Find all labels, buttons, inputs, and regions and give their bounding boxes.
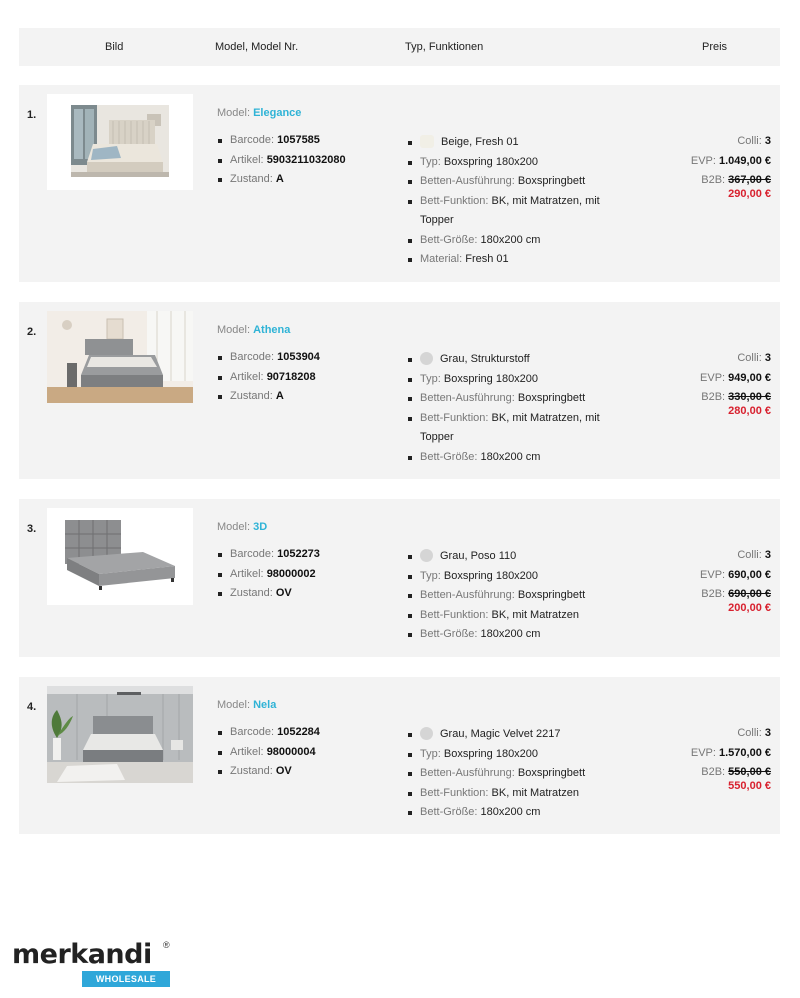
- zustand-item: Zustand: A: [217, 170, 397, 190]
- color-swatch-icon: [420, 135, 434, 148]
- bed-image-elegance: [47, 94, 193, 190]
- b2b-old-price: B2B: 550,00 €: [701, 766, 771, 778]
- product-row: [19, 677, 780, 834]
- evp-price: EVP: 1.570,00 €: [690, 747, 771, 759]
- color-swatch-icon: [420, 352, 433, 365]
- typ-column: [407, 350, 617, 467]
- artikel-item: Artikel: 90718208: [217, 368, 397, 388]
- evp-price: EVP: 1.049,00 €: [690, 155, 771, 167]
- model-column: [217, 107, 397, 190]
- product-index: 3.: [27, 523, 37, 535]
- colli: Colli: 3: [737, 352, 771, 364]
- logo-wholesale-badge: WHOLESALE: [82, 971, 170, 987]
- logo-wordmark: merkandi: [12, 939, 152, 970]
- price-column: [631, 545, 771, 615]
- b2b-sale-price: 550,00 €: [728, 780, 771, 792]
- price-column: [631, 131, 771, 201]
- product-row: [19, 85, 780, 282]
- product-index: 1.: [27, 109, 37, 121]
- typ-column: [407, 725, 617, 823]
- product-row: [19, 302, 780, 479]
- barcode-item: Barcode: 1053904: [217, 348, 397, 368]
- product-image[interactable]: [47, 686, 193, 783]
- model-column: [217, 699, 397, 782]
- color-item: Grau, Poso 110: [407, 547, 617, 567]
- header-typ: Typ, Funktionen: [405, 41, 484, 53]
- color-swatch-icon: [420, 549, 433, 562]
- product-image[interactable]: [47, 311, 193, 403]
- bed-image-athena: [47, 311, 193, 403]
- ausfuehrung-item: Betten-Ausführung: Boxspringbett: [407, 586, 617, 606]
- model-name[interactable]: 3D: [253, 521, 268, 533]
- color-item: Grau, Strukturstoff: [407, 350, 617, 370]
- header-bild: Bild: [105, 41, 124, 53]
- groesse-item: Bett-Größe: 180x200 cm: [407, 625, 617, 645]
- bed-image-3d: [47, 508, 193, 605]
- zustand-item: Zustand: OV: [217, 762, 397, 782]
- barcode-item: Barcode: 1057585: [217, 131, 397, 151]
- bed-image-nela: [47, 686, 193, 783]
- product-index: 2.: [27, 326, 37, 338]
- groesse-item: Bett-Größe: 180x200 cm: [407, 803, 617, 823]
- model-name-line: Model: Nela: [217, 699, 277, 711]
- typ-item: Typ: Boxspring 180x200: [407, 567, 617, 587]
- b2b-sale-price: 290,00 €: [728, 188, 771, 200]
- ausfuehrung-item: Betten-Ausführung: Boxspringbett: [407, 389, 617, 409]
- logo-registered-icon: ®: [163, 940, 170, 950]
- typ-item: Typ: Boxspring 180x200: [407, 370, 617, 390]
- model-column: [217, 521, 397, 604]
- b2b-old-price: B2B: 690,00 €: [701, 588, 771, 600]
- table-header: [19, 28, 780, 66]
- model-column: [217, 324, 397, 407]
- evp-price: EVP: 690,00 €: [700, 569, 771, 581]
- colli: Colli: 3: [737, 135, 771, 147]
- b2b-sale-price: 200,00 €: [728, 602, 771, 614]
- artikel-item: Artikel: 5903211032080: [217, 151, 397, 171]
- groesse-item: Bett-Größe: 180x200 cm: [407, 231, 617, 251]
- ausfuehrung-item: Betten-Ausführung: Boxspringbett: [407, 764, 617, 784]
- typ-item: Typ: Boxspring 180x200: [407, 745, 617, 765]
- funktion-item: Bett-Funktion: BK, mit Matratzen, mit Topper: [407, 409, 617, 448]
- model-name-line: Model: 3D: [217, 521, 268, 533]
- funktion-item: Bett-Funktion: BK, mit Matratzen: [407, 784, 617, 804]
- header-model: Model, Model Nr.: [215, 41, 299, 53]
- barcode-item: Barcode: 1052273: [217, 545, 397, 565]
- color-item: Beige, Fresh 01: [407, 133, 617, 153]
- b2b-old-price: B2B: 330,00 €: [701, 391, 771, 403]
- model-name[interactable]: Nela: [253, 699, 277, 711]
- material-item: Material: Fresh 01: [407, 250, 617, 270]
- product-image[interactable]: [47, 508, 193, 605]
- evp-price: EVP: 949,00 €: [700, 372, 771, 384]
- b2b-sale-price: 280,00 €: [728, 405, 771, 417]
- product-image[interactable]: [47, 94, 193, 190]
- model-name[interactable]: Elegance: [253, 107, 302, 119]
- funktion-item: Bett-Funktion: BK, mit Matratzen: [407, 606, 617, 626]
- colli: Colli: 3: [737, 549, 771, 561]
- colli: Colli: 3: [737, 727, 771, 739]
- funktion-item: Bett-Funktion: BK, mit Matratzen, mit Topper: [407, 192, 617, 231]
- artikel-item: Artikel: 98000004: [217, 743, 397, 763]
- model-name-line: Model: Athena: [217, 324, 291, 336]
- artikel-item: Artikel: 98000002: [217, 565, 397, 585]
- typ-item: Typ: Boxspring 180x200: [407, 153, 617, 173]
- groesse-item: Bett-Größe: 180x200 cm: [407, 448, 617, 468]
- color-item: Grau, Magic Velvet 2217: [407, 725, 617, 745]
- merkandi-logo: [12, 940, 172, 990]
- typ-column: [407, 547, 617, 645]
- b2b-old-price: B2B: 367,00 €: [701, 174, 771, 186]
- barcode-item: Barcode: 1052284: [217, 723, 397, 743]
- model-name-line: Model: Elegance: [217, 107, 302, 119]
- ausfuehrung-item: Betten-Ausführung: Boxspringbett: [407, 172, 617, 192]
- price-column: [631, 348, 771, 418]
- model-name[interactable]: Athena: [253, 324, 291, 336]
- zustand-item: Zustand: A: [217, 387, 397, 407]
- product-index: 4.: [27, 701, 37, 713]
- color-swatch-icon: [420, 727, 433, 740]
- product-row: [19, 499, 780, 657]
- typ-column: [407, 133, 617, 270]
- zustand-item: Zustand: OV: [217, 584, 397, 604]
- header-preis: Preis: [702, 41, 728, 53]
- price-column: [631, 723, 771, 793]
